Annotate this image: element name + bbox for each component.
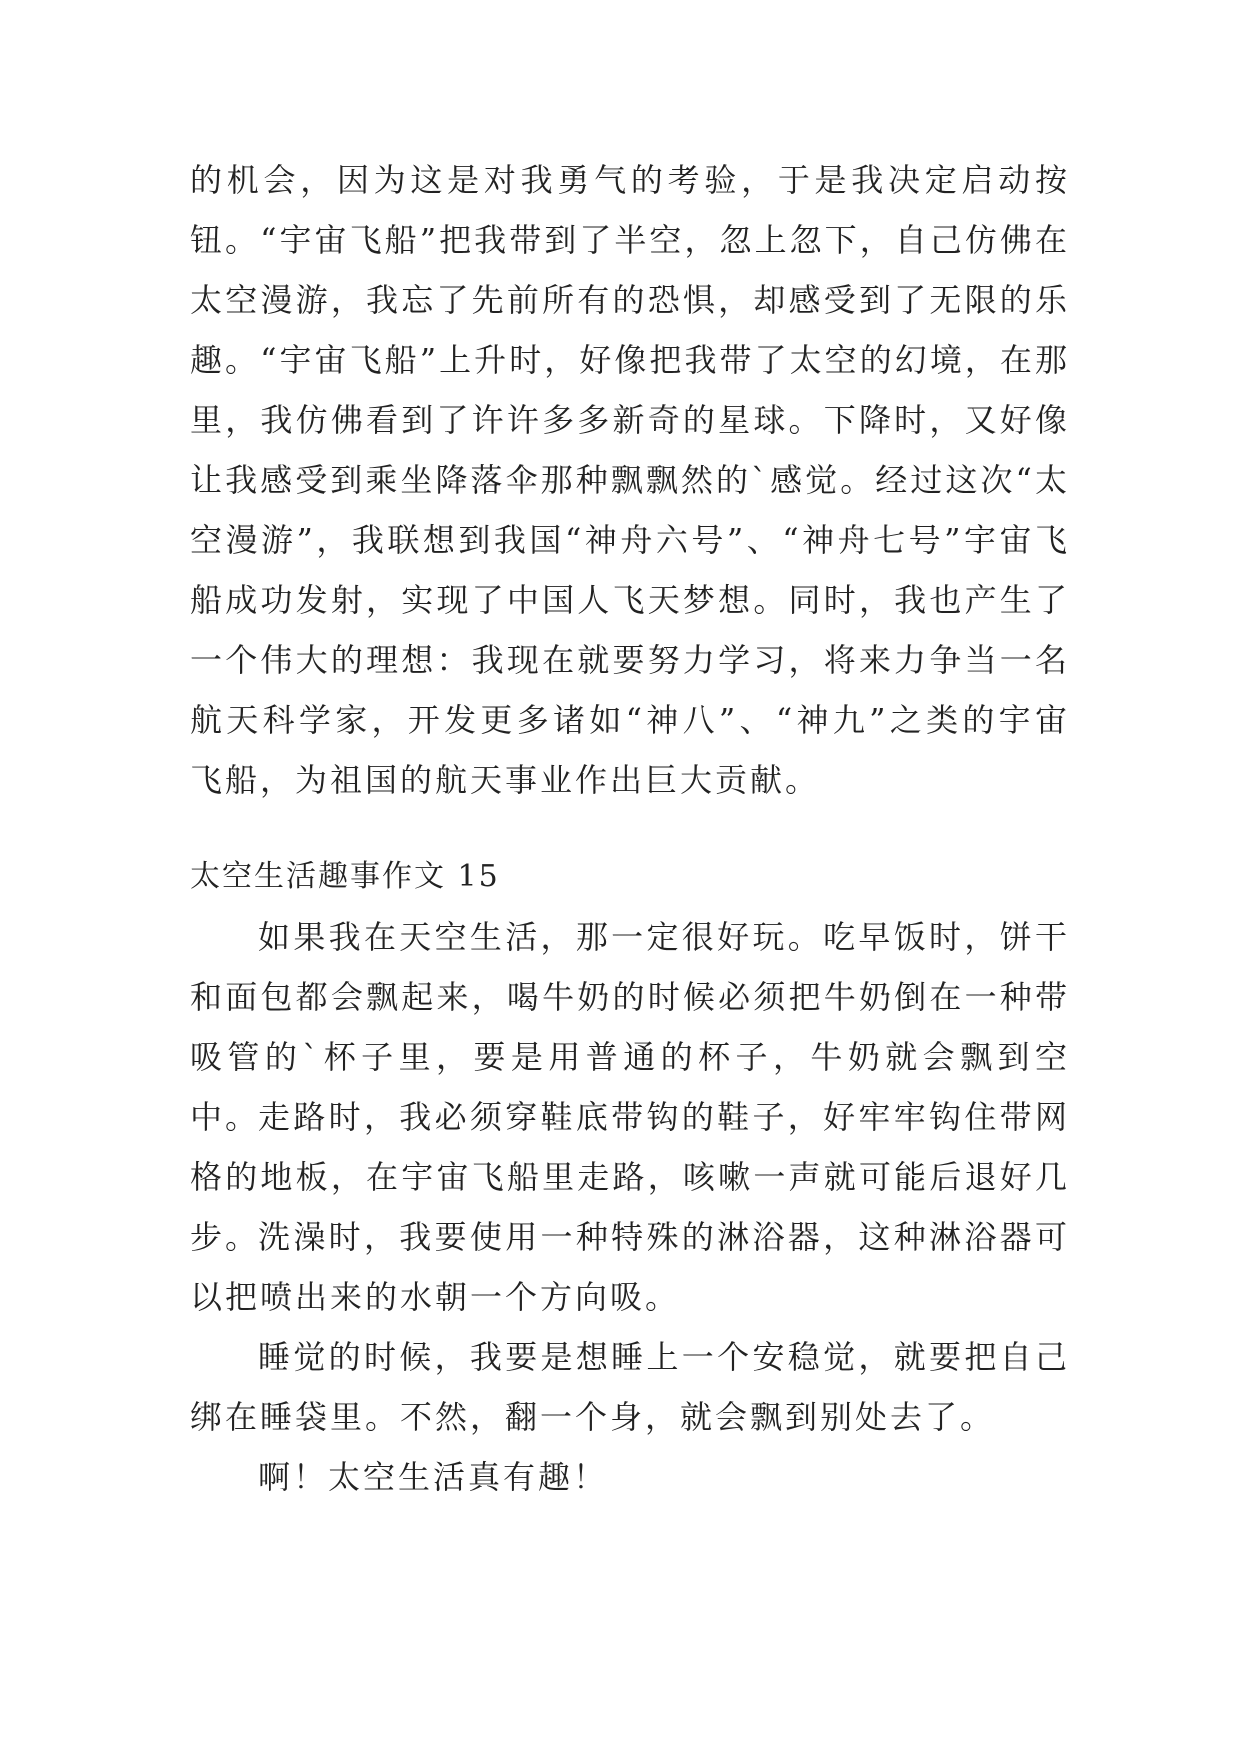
paragraph-bathing: 洗澡时，我要使用一种特殊的淋浴器，这种淋浴器可以把喷出来的水朝一个方向吸。	[190, 1218, 1070, 1316]
continuation-paragraph: 的机会，因为这是对我勇气的考验，于是我决定启动按钮。“宇宙飞船”把我带到了半空，忽上忽下，自己仿佛在太空漫游，我忘了先前所有的恐惧，却感受到了无限的乐趣。“宇宙飞船”上升时，好像把我带了太空的幻境，在那里，我仿佛看到了许许多多新奇的星球。下降时，又好像让我感受到乘坐降落伞那种飘飘然的`感觉。经过这次“太空漫游”，我联想到我国“神舟六号”、“神舟七号”宇宙飞船成功发射，实现了中国人飞天梦想。同时，我也产生了一个伟大的理想：我现在就要努力学习，将来力争当一名航天科学家，开发更多诸如“神八”、“神九”之类的宇宙飞船，为祖国的航天事业作出巨大贡献。	[190, 161, 1070, 799]
paragraph-walking: 走路时，我必须穿鞋底带钩的鞋子，好牢牢钩住带网格的地板，在宇宙飞船里走路，咳嗽一声就可能后退好几步。	[190, 1098, 1070, 1256]
paragraph-conclusion: 啊！太空生活真有趣！	[258, 1458, 609, 1496]
paragraph-breakfast: 如果我在天空生活，那一定很好玩。吃早饭时，饼干和面包都会飘起来，喝牛奶的时候必须把牛奶倒在一种带吸管的`杯子里，要是用普通的杯子，牛奶就会飘到空中。	[190, 918, 1070, 1136]
paragraph-sleeping: 睡觉的时候，我要是想睡上一个安稳觉，就要把自己绑在睡袋里。不然，翻一个身，就会飘到别处去了。	[190, 1338, 1070, 1436]
essay-title: 太空生活趣事作文 15	[190, 859, 500, 894]
